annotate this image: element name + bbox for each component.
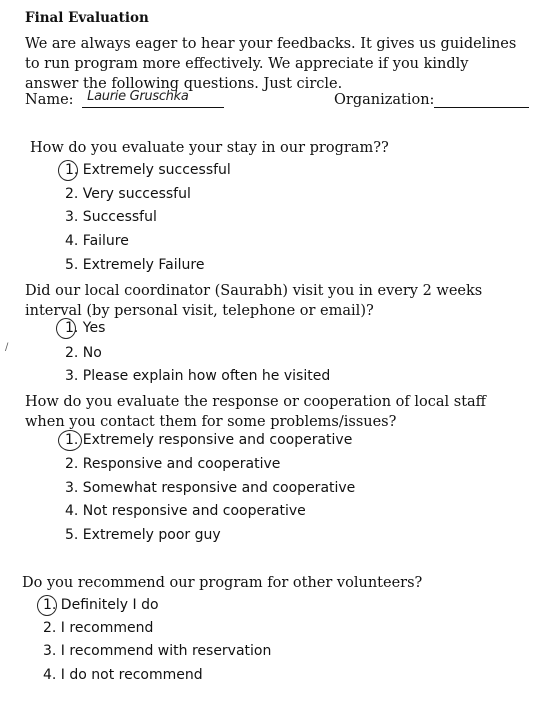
q1-option-2[interactable]: 2. Very successful <box>65 186 191 202</box>
q3-option-3[interactable]: 3. Somewhat responsive and cooperative <box>65 480 356 496</box>
q2-selection-circle <box>56 318 76 339</box>
organization-field-row <box>334 89 529 108</box>
q4-option-1[interactable]: 1. Definitely I do <box>43 597 159 613</box>
q4-selection-circle <box>37 595 57 616</box>
q2-option-1[interactable]: 1. Yes <box>65 320 106 336</box>
stray-pen-mark: / <box>5 342 9 353</box>
name-field[interactable] <box>82 89 224 108</box>
q3-option-1[interactable]: 1. Extremely responsive and cooperative <box>65 432 353 448</box>
q1-selection-circle <box>58 160 78 181</box>
q3-option-5[interactable]: 5. Extremely poor guy <box>65 527 221 543</box>
organization-field[interactable] <box>434 89 529 108</box>
q1-option-4[interactable]: 4. Failure <box>65 233 129 249</box>
question-1-text: How do you evaluate your stay in our program?? <box>30 140 389 156</box>
q4-option-2[interactable]: 2. I recommend <box>43 620 154 636</box>
form-intro: We are always eager to hear your feedbacks. It gives us guidelines to run program more effectively. We appreciate if you kindly answer the following questions. Just circle. <box>25 36 517 92</box>
q3-selection-circle <box>58 430 82 451</box>
q1-option-5[interactable]: 5. Extremely Failure <box>65 257 205 273</box>
q4-option-4[interactable]: 4. I do not recommend <box>43 667 203 683</box>
q3-option-2[interactable]: 2. Responsive and cooperative <box>65 456 281 472</box>
q4-option-3[interactable]: 3. I recommend with reservation <box>43 643 272 659</box>
question-4-text: Do you recommend our program for other volunteers? <box>22 575 423 591</box>
form-title: Final Evaluation <box>25 10 149 26</box>
name-handwritten-value: Laurie Gruschka <box>87 89 189 104</box>
q2-option-2[interactable]: 2. No <box>65 345 102 361</box>
question-2-text: Did our local coordinator (Saurabh) visit you in every 2 weeks interval (by personal visit, telephone or email)? <box>25 283 483 319</box>
q1-option-3[interactable]: 3. Successful <box>65 209 157 225</box>
question-3-text: How do you evaluate the response or cooperation of local staff when you contact them for some problems/issues? <box>25 394 486 430</box>
q3-option-4[interactable]: 4. Not responsive and cooperative <box>65 503 306 519</box>
name-label: Name: <box>25 92 74 108</box>
name-field-row <box>25 89 224 108</box>
q1-option-1[interactable]: 1. Extremely successful <box>65 162 231 178</box>
organization-label: Organization: <box>334 92 435 108</box>
q2-option-3[interactable]: 3. Please explain how often he visited <box>65 368 331 384</box>
